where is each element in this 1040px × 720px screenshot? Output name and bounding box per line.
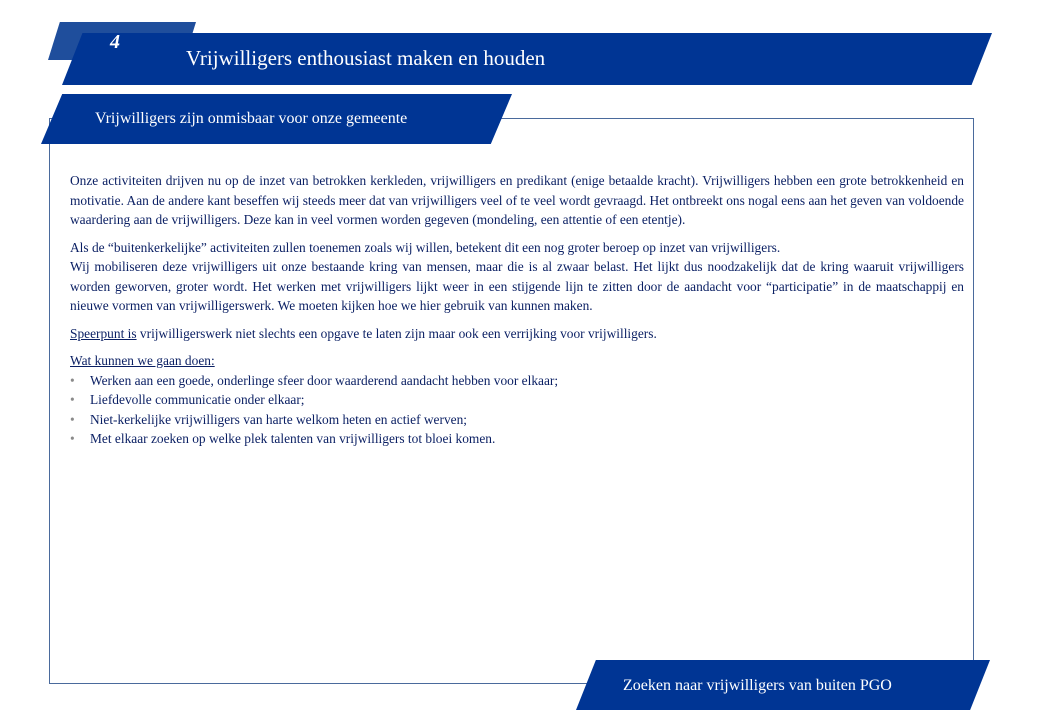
paragraph-speerpunt bbox=[70, 324, 964, 344]
action-list-heading: Wat kunnen we gaan doen: bbox=[70, 353, 215, 368]
paragraph-activities: Onze activiteiten drijven nu op de inzet van betrokken kerkleden, vrijwilligers en predikant (enige betaalde kracht). Vrijwilligers hebben een grote betrokkenheid en motivatie. Aan de andere kant beseffen wij steeds meer dat van vrijwilligers veel of te veel wordt gevraagd. Het ontbreekt ons nogal eens aan het geven van voldoende waardering aan de vrijwilligers. Deze kan in veel vormen worden gegeven (mondeling, een attentie of een etentje). bbox=[70, 173, 964, 227]
list-item: • Werken aan een goede, onderlinge sfeer door waarderend aandacht hebben voor elkaar; bbox=[70, 371, 964, 391]
action-list bbox=[70, 371, 964, 449]
chapter-number: 4 bbox=[110, 31, 120, 53]
speerpunt-text: vrijwilligerswerk niet slechts een opgave te laten zijn maar ook een verrijking voor vrijwilligers. bbox=[136, 325, 657, 341]
bullet-icon: • bbox=[70, 411, 75, 427]
footer-label: Zoeken naar vrijwilligers van buiten PGO bbox=[623, 677, 892, 694]
page-title: Vrijwilligers enthousiast maken en houden bbox=[186, 46, 546, 70]
list-item: • Liefdevolle communicatie onder elkaar; bbox=[70, 390, 964, 410]
bullet-icon: • bbox=[70, 392, 75, 407]
bullet-icon: • bbox=[70, 431, 75, 446]
section-title: Vrijwilligers zijn onmisbaar voor onze gemeente bbox=[95, 110, 408, 127]
body-content bbox=[70, 171, 964, 449]
speerpunt-label: Speerpunt is bbox=[70, 325, 137, 341]
paragraph-mobilisation bbox=[70, 238, 964, 316]
bullet-icon: • bbox=[70, 372, 75, 388]
paragraph-mobilisation-rest: Wij mobiliseren deze vrijwilligers uit onze bestaande kring van mensen, maar die is al zwaar belast. Het lijkt dus noodzakelijk dat de kring waaruit vrijwilligers worden geworven, groter wordt. Het werken met vrijwilligers lijkt weer in een stijgende lijn te zitten door de aandacht voor “participatie” in de maatschappij en nieuwe vormen van vrijwilligerswerk. We moeten kijken hoe we hier gebruik van kunnen maken. bbox=[70, 259, 964, 313]
paragraph-mobilisation-first-line: Als de “buitenkerkelijke” activiteiten zullen toenemen zoals wij willen, betekent dit een nog groter beroep op inzet van vrijwilligers. bbox=[70, 239, 781, 255]
list-item: • Niet-kerkelijke vrijwilligers van harte welkom heten en actief werven; bbox=[70, 410, 964, 430]
list-item: • Met elkaar zoeken op welke plek talenten van vrijwilligers tot bloei komen. bbox=[70, 429, 964, 449]
